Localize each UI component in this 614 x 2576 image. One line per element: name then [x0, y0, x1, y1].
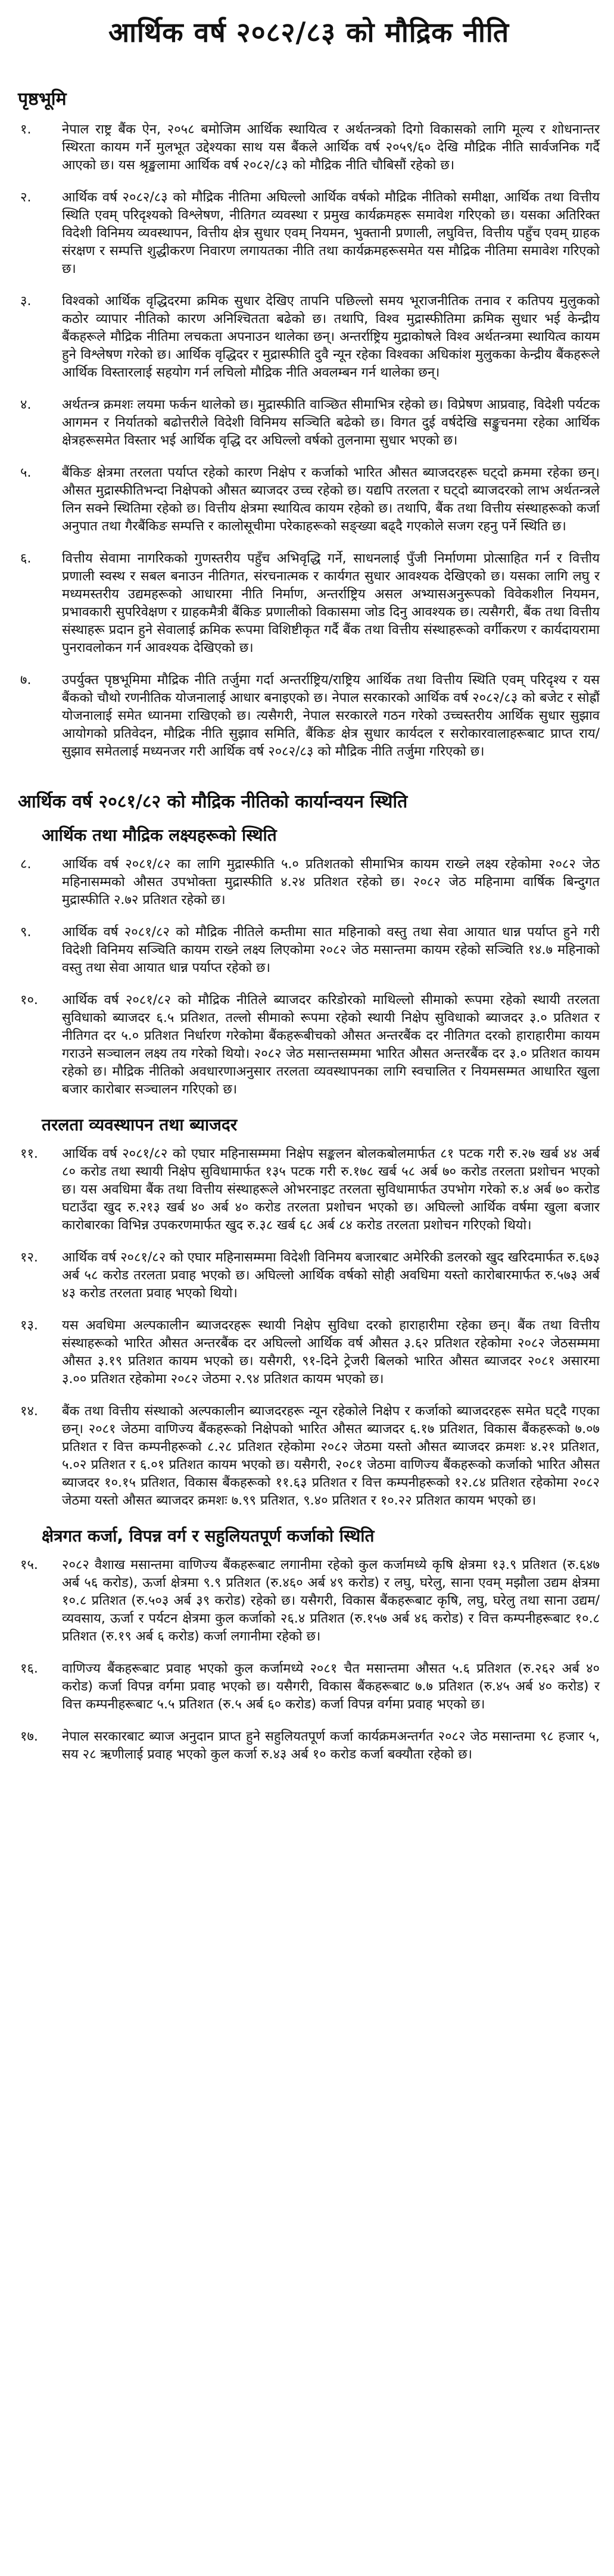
- paragraph: [18, 672, 600, 761]
- paragraph: [18, 1145, 600, 1235]
- paragraph-text: विश्वको आर्थिक वृद्धिदरमा क्रमिक सुधार देखिए तापनि पछिल्लो समय भूराजनीतिक तनाव र कतिपय मुलुकको कठोर व्यापार नीतिको कारण अनिश्चितता बढेको छ। तथापि, विश्व मुद्रास्फीतिमा क्रमिक सुधार भई केन्द्रीय बैंकहरूले मौद्रिक नीतिमा लचकता अपनाउन थालेका छन्। अन्तर्राष्ट्रिय मुद्राकोषले विश्व अर्थतन्त्रमा स्थायित्व कायम हुने विश्लेषण गरेको छ। आर्थिक वृद्धिदर र मुद्रास्फीति दुवै न्यून रहेका विश्वका अधिकांश मुलुकका केन्द्रीय बैंकहरूले आर्थिक विस्तारलाई सहयोग गर्न लचिलो मौद्रिक नीति अवलम्बन गर्न थालेका छन्।: [62, 294, 600, 380]
- paragraph-text: अर्थतन्त्र क्रमशः लयमा फर्कन थालेको छ। मुद्रास्फीति वाञ्छित सीमाभित्र रहेको छ। विप्रेषण आप्रवाह, विदेशी पर्यटक आगमन र निर्यातको बढोत्तरीले विदेशी विनिमय सञ्चिति बढेको छ। विगत दुई वर्षदेखि सङ्कुचनमा रहेका आर्थिक क्षेत्रहरूसमेत विस्तार भई आर्थिक वृद्धि दर अघिल्लो वर्षको तुलनामा सुधार भएको छ।: [62, 397, 600, 448]
- section-heading: आर्थिक वर्ष २०८१/८२ को मौद्रिक नीतिको कार्यान्वयन स्थिति: [18, 791, 408, 812]
- paragraph-text: आर्थिक वर्ष २०८२/८३ को मौद्रिक नीतिमा अघिल्लो आर्थिक वर्षको मौद्रिक नीतिको समीक्षा, आर्थिक तथा वित्तीय स्थिति एवम् परिदृश्यको विश्लेषण, नीतिगत व्यवस्था र प्रमुख कार्यक्रमहरू समावेश गरिएको छ। यसका अतिरिक्त विदेशी विनिमय व्यवस्थापन, वित्तीय क्षेत्र सुधार एवम् नियमन, भुक्तानी प्रणाली, लघुवित्त, वित्तीय पहुँच एवम् ग्राहक संरक्षण र सम्पत्ति शुद्धीकरण निवारण लगायतका नीति तथा कार्यक्रमहरूसमेत यस मौद्रिक नीतिमा समावेश गरिएको छ।: [62, 190, 600, 276]
- paragraph-text: आर्थिक वर्ष २०८१/८२ को एघार महिनासम्ममा विदेशी विनिमय बजारबाट अमेरिकी डलरको खुद खरिदमार्फत रु.६७३ अर्ब ५८ करोड तरलता प्रवाह भएको छ। अघिल्लो आर्थिक वर्षको सोही अवधिमा यस्तो कारोबारमार्फत रु.५७३ अर्ब ४३ करोड तरलता प्रवाह भएको थियो।: [62, 1250, 600, 1301]
- paragraph-text: आर्थिक वर्ष २०८१/८२ को मौद्रिक नीतिले कम्तीमा सात महिनाको वस्तु तथा सेवा आयात धान्न पर्याप्त हुने गरी विदेशी विनिमय सञ्चिति कायम राख्ने लक्ष्य लिएकोमा २०८२ जेठ मसान्तमा कायम रहेको सञ्चिति १४.७ महिनाको वस्तु तथा सेवा आयात धान्न पर्याप्त रहेको छ।: [62, 925, 600, 975]
- paragraph-text: २०८२ वैशाख मसान्तमा वाणिज्य बैंकहरूबाट लगानीमा रहेको कुल कर्जामध्ये कृषि क्षेत्रमा १३.९ प्रतिशत (रु.६४७ अर्ब ५६ करोड), ऊर्जा क्षेत्रमा ९.९ प्रतिशत (रु.४६० अर्ब ४९ करोड) र लघु, घरेलु, साना एवम् मझौला उद्यम क्षेत्रमा १०.८ प्रतिशत (रु.५०३ अर्ब ३९ करोड) रहेको छ। यसैगरी, विकास बैंकहरूबाट कृषि, लघु, घरेलु तथा साना उद्यम/व्यवसाय, ऊर्जा र पर्यटन क्षेत्रमा कुल कर्जाको २६.४ प्रतिशत (रु.१५७ अर्ब ४६ करोड) र वित्त कम्पनीहरूबाट १०.८ प्रतिशत (रु.१९ अर्ब ६ करोड) कर्जा लगानीमा रहेको छ।: [62, 1558, 600, 1644]
- paragraph-number: ९.: [20, 925, 32, 940]
- paragraph-number: ५.: [20, 465, 32, 480]
- paragraph: [18, 1728, 600, 1764]
- subsection-heading: आर्थिक तथा मौद्रिक लक्ष्यहरूको स्थिति: [42, 825, 277, 845]
- subsection-heading: तरलता व्यवस्थापन तथा ब्याजदर: [42, 1115, 238, 1135]
- section-implementation-status: [18, 788, 600, 1764]
- paragraph-number: १७.: [20, 1729, 38, 1744]
- section-spacer: [18, 775, 600, 788]
- paragraph-text: आर्थिक वर्ष २०८१/८२ का लागि मुद्रास्फीति ५.० प्रतिशतको सीमाभित्र कायम राख्ने लक्ष्य रहेकोमा २०८२ जेठ महिनासम्मको औसत उपभोक्ता मुद्रास्फीति ४.२४ प्रतिशत रहेको छ। २०८२ जेठ महिनामा वार्षिक बिन्दुगत मुद्रास्फीति २.७२ प्रतिशत रहेको छ।: [62, 857, 600, 908]
- paragraph: [18, 924, 600, 977]
- section-heading: पृष्ठभूमि: [18, 89, 67, 110]
- paragraph-number: १५.: [20, 1558, 38, 1573]
- paragraph: [18, 856, 600, 909]
- paragraph: [18, 189, 600, 278]
- paragraph-number: २.: [20, 190, 32, 205]
- paragraph-text: नेपाल सरकारबाट ब्याज अनुदान प्राप्त हुने सहुलियतपूर्ण कर्जा कार्यक्रमअन्तर्गत २०८२ जेठ मसान्तमा ९८ हजार ५, सय २८ ऋणीलाई प्रवाह भएको कुल कर्जा रु.४३ अर्ब १० करोड कर्जा बक्यौता रहेको छ।: [62, 1729, 600, 1762]
- paragraph-text: बैंकिङ क्षेत्रमा तरलता पर्याप्त रहेको कारण निक्षेप र कर्जाको भारित औसत ब्याजदरहरू घट्दो क्रममा रहेका छन्। औसत मुद्रास्फीतिभन्दा निक्षेपको औसत ब्याजदर उच्च रहेको छ। यद्यपि तरलता र घट्दो ब्याजदरको लाभ अर्थतन्त्रले लिन सक्ने स्थितिमा रहेको छ। वित्तीय क्षेत्रमा स्थायित्व कायम रहेको छ। तथापि, बैंक तथा वित्तीय संस्थाहरूको कर्जा अनुपात तथा गैरबैंकिङ सम्पत्ति र कालोसूचीमा परेकाहरूको सङ्ख्या बढ्दै गएकोले सजग रहनु पर्ने स्थिति छ।: [62, 465, 600, 534]
- paragraph-number: ४.: [20, 397, 32, 412]
- paragraph: [18, 1317, 600, 1388]
- paragraph-number: १३.: [20, 1318, 38, 1333]
- paragraph-number: १०.: [20, 993, 38, 1008]
- paragraph: [18, 1556, 600, 1646]
- paragraph-number: १२.: [20, 1250, 38, 1265]
- paragraph-number: ८.: [20, 857, 32, 872]
- paragraph: [18, 1403, 600, 1510]
- paragraph: [18, 1249, 600, 1303]
- paragraph-number: ११.: [20, 1146, 38, 1161]
- paragraph-number: ६.: [20, 551, 32, 566]
- paragraph: [18, 121, 600, 175]
- paragraph-number: १४.: [20, 1404, 38, 1419]
- paragraph-text: बैंक तथा वित्तीय संस्थाको अल्पकालीन ब्याजदरहरू न्यून रहेकोले निक्षेप र कर्जाको ब्याजदरहरू समेत घट्दै गएका छन्। २०८१ जेठमा वाणिज्य बैंकहरूको निक्षेपको भारित औसत ब्याजदर ६.१७ प्रतिशत, विकास बैंकहरूको ७.०७ प्रतिशत र वित्त कम्पनीहरूको ८.२८ प्रतिशत रहेकोमा २०८२ जेठमा यस्तो औसत ब्याजदर क्रमशः ४.२१ प्रतिशत, ५.०२ प्रतिशत र ६.०१ प्रतिशत कायम भएको छ। यसैगरी, २०८१ जेठमा वाणिज्य बैंकहरूको कर्जाको भारित औसत ब्याजदर १०.१५ प्रतिशत, विकास बैंकहरूको ११.६३ प्रतिशत र वित्त कम्पनीहरूको १२.८४ प्रतिशत रहेकोमा २०८२ जेठमा यस्तो औसत ब्याजदर क्रमशः ७.९९ प्रतिशत, ९.४० प्रतिशत र १०.२२ प्रतिशत कायम भएको छ।: [62, 1404, 600, 1508]
- paragraph-number: ३.: [20, 294, 32, 309]
- paragraph-text: वाणिज्य बैंकहरूबाट प्रवाह भएको कुल कर्जामध्ये २०८१ चैत मसान्तमा औसत ५.६ प्रतिशत (रु.२६२ अर्ब ४० करोड) कर्जा विपन्न वर्गमा प्रवाह भएको छ। यसैगरी, विकास बैंकहरूबाट ७.७ प्रतिशत (रु.४५ अर्ब ४० करोड) र वित्त कम्पनीहरूबाट ५.५ प्रतिशत (रु.५ अर्ब ६० करोड) कर्जा विपन्न वर्गमा प्रवाह भएको छ।: [62, 1661, 600, 1712]
- paragraph-text: आर्थिक वर्ष २०८१/८२ को एघार महिनासम्ममा निक्षेप सङ्कलन बोलकबोलमार्फत ८१ पटक गरी रु.२७ खर्ब ४४ अर्ब ८० करोड तथा स्थायी निक्षेप सुविधामार्फत १३५ पटक गरी रु.१७८ खर्ब ५८ अर्ब ७० करोड तरलता प्रशोचन भएको छ। यस अवधिमा बैंक तथा वित्तीय संस्थाहरूले ओभरनाइट तरलता सुविधामार्फत उपभोग गरेको रु.४ अर्ब ७० करोड घटाउँदा खुद रु.२१३ खर्ब ४० अर्ब ४० करोड तरलता प्रशोचन भएको छ। अघिल्लो आर्थिक वर्षमा खुला बजार कारोबारका विभिन्न उपकरणमार्फत खुद रु.३८ खर्ब ६८ अर्ब ८४ करोड तरलता प्रशोचन गरिएको थियो।: [62, 1146, 600, 1233]
- paragraph-number: १.: [20, 122, 32, 137]
- paragraph-text: आर्थिक वर्ष २०८१/८२ को मौद्रिक नीतिले ब्याजदर करिडोरको माथिल्लो सीमाको रूपमा रहेको स्थायी तरलता सुविधाको ब्याजदर ६.५ प्रतिशत, तल्लो सीमाको रूपमा रहेको स्थायी निक्षेप सुविधाको ब्याजदर ३.० प्रतिशत र नीतिगत दर ५.० प्रतिशत निर्धारण गरेकोमा बैंकहरूबीचको औसत अन्तरबैंक दर नीतिगत दरको हाराहारीमा कायम गराउने सञ्चालन लक्ष्य तय गरेको थियो। २०८२ जेठ मसान्तसम्ममा भारित औसत अन्तरबैंक दर ३.० प्रतिशत कायम रहेको छ। मौद्रिक नीतिको अवधारणाअनुसार तरलता व्यवस्थापनका लागि स्वचालित र नियमसम्मत आधारित खुला बजार कारोबार सञ्चालन गरिएको छ।: [62, 993, 600, 1097]
- paragraph-number: १६.: [20, 1661, 38, 1676]
- section-background: [18, 86, 600, 761]
- paragraph: [18, 550, 600, 657]
- paragraph-text: यस अवधिमा अल्पकालीन ब्याजदरहरू स्थायी निक्षेप सुविधा दरको हाराहारीमा रहेका छन्। बैंक तथा वित्तीय संस्थाहरूको भारित औसत अन्तरबैंक दर अघिल्लो आर्थिक वर्ष औसत ३.६२ प्रतिशत रहेकोमा २०८२ जेठसम्ममा औसत ३.१९ प्रतिशत कायम भएको छ। यसैगरी, ९१-दिने ट्रेजरी बिलको भारित औसत ब्याजदर २०८१ असारमा ३.०० प्रतिशत रहेकोमा २०८२ जेठमा २.९४ प्रतिशत कायम भएको छ।: [62, 1318, 600, 1387]
- paragraph-text: वित्तीय सेवामा नागरिकको गुणस्तरीय पहुँच अभिवृद्धि गर्ने, साधनलाई पुँजी निर्माणमा प्रोत्साहित गर्न र वित्तीय प्रणाली स्वस्थ र सबल बनाउन नीतिगत, संरचनात्मक र कार्यगत सुधार आवश्यक देखिएको छ। यसका लागि लघु र मध्यमस्तरीय उद्यमहरूको आधारमा नीति निर्माण, अन्तर्राष्ट्रिय असल अभ्यासअनुरूपको विवेकशील नियमन, प्रभावकारी सुपरिवेक्षण र ग्राहकमैत्री बैंकिङ प्रणालीको विकासमा जोड दिनु आवश्यक छ। त्यसैगरी, बैंक तथा वित्तीय संस्थाहरू प्रदान हुने सेवालाई क्रमिक रूपमा विशिष्टीकृत गर्दै बैंक तथा वित्तीय संस्थाहरूको वर्गीकरण र कार्यदायरामा पुनरावलोकन गर्न आवश्यक देखिएको छ।: [62, 551, 600, 655]
- paragraph-text: नेपाल राष्ट्र बैंक ऐन, २०५८ बमोजिम आर्थिक स्थायित्व र अर्थतन्त्रको दिगो विकासको लागि मूल्य र शोधनान्तर स्थिरता कायम गर्ने मुलभूत उद्देश्यका साथ यस बैंकले आर्थिक वर्ष २०५९/६० देखि मौद्रिक नीति सार्वजनिक गर्दै आएको छ। यस श्रृङ्खलामा आर्थिक वर्ष २०८२/८३ को मौद्रिक नीति चौबिसौं रहेको छ।: [62, 122, 600, 173]
- paragraph: [18, 396, 600, 450]
- paragraph: [18, 293, 600, 382]
- subsection-heading: क्षेत्रगत कर्जा, विपन्न वर्ग र सहुलियतपूर्ण कर्जाको स्थिति: [42, 1526, 375, 1546]
- paragraph-number: ७.: [20, 673, 32, 688]
- paragraph: [18, 992, 600, 1099]
- paragraph-text: उपर्युक्त पृष्ठभूमिमा मौद्रिक नीति तर्जुमा गर्दा अन्तर्राष्ट्रिय/राष्ट्रिय आर्थिक तथा वित्तीय स्थिति एवम् परिदृश्य र यस बैंकको चौथो रणनीतिक योजनालाई आधार बनाइएको छ। नेपाल सरकारको आर्थिक वर्ष २०८२/८३ को बजेट र सोह्रौं योजनालाई समेत ध्यानमा राखिएको छ। त्यसैगरी, नेपाल सरकारले गठन गरेको उच्चस्तरीय आर्थिक सुधार सुझाव आयोगको प्रतिवेदन, मौद्रिक नीति सुझाव समिति, बैंकिङ क्षेत्र सुधार कार्यदल र सरोकारवालाहरूबाट प्राप्त राय/सुझाव समेतलाई मध्यनजर गरी आर्थिक वर्ष २०८२/८३ को मौद्रिक नीति तर्जुमा गरिएको छ।: [62, 673, 600, 759]
- document-title: आर्थिक वर्ष २०८२/८३ को मौद्रिक नीति: [108, 16, 510, 48]
- paragraph: [18, 464, 600, 536]
- paragraph: [18, 1660, 600, 1714]
